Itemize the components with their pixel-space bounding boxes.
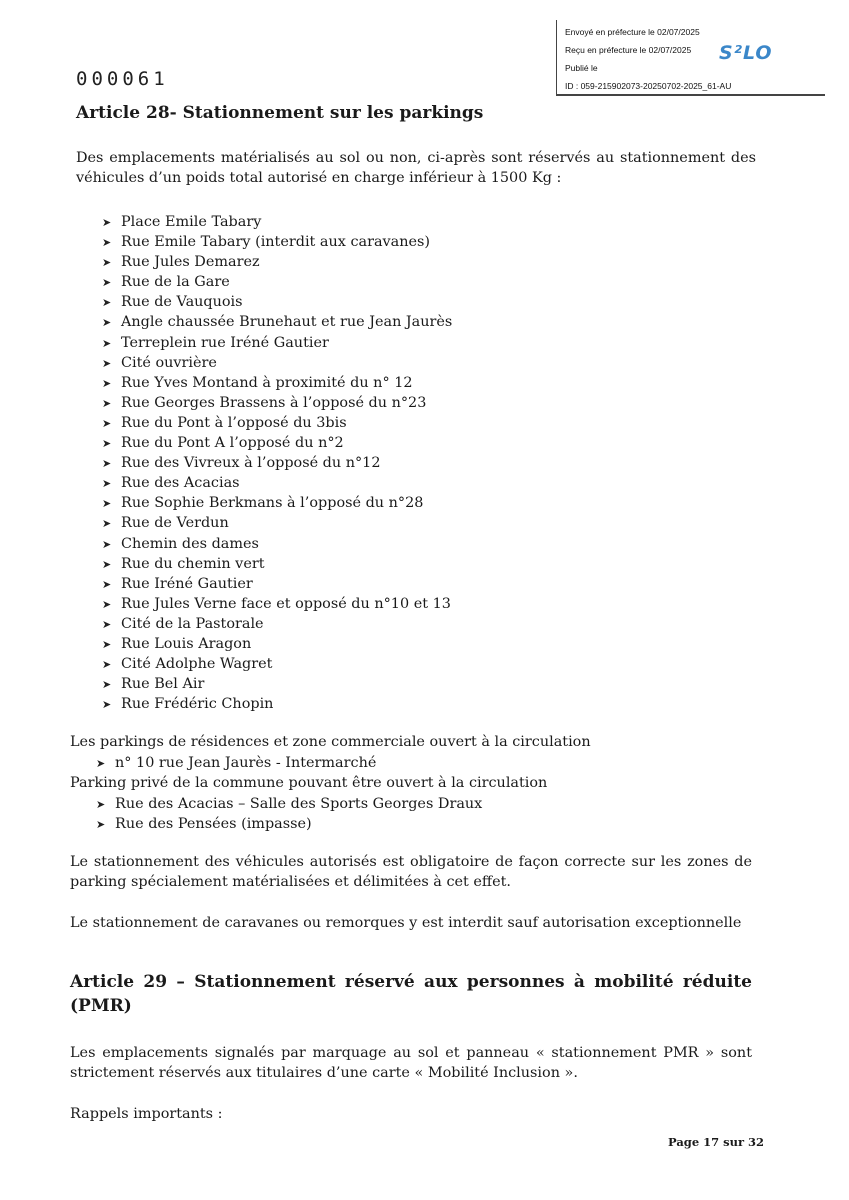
arrowhead-bullet-icon: ➤ (102, 236, 112, 250)
arrowhead-bullet-icon: ➤ (102, 276, 112, 290)
article-28-heading: Article 28- Stationnement sur les parkings (76, 103, 484, 123)
list-item (102, 614, 452, 634)
list-item (102, 333, 452, 353)
arrowhead-bullet-icon: ➤ (102, 477, 112, 491)
arrowhead-bullet-icon: ➤ (102, 637, 112, 651)
list-item-text: Terreplein rue Iréné Gautier (121, 334, 329, 351)
list-item (102, 232, 452, 252)
list-item (102, 252, 452, 272)
list-item-text: Rue Frédéric Chopin (121, 696, 274, 713)
list-item-text: Rue Sophie Berkmans à l’opposé du n°28 (121, 495, 424, 512)
list-item (102, 574, 452, 594)
list-item-text: Rue Emile Tabary (interdit aux caravanes) (121, 234, 431, 251)
list-item-text: Cité Adolphe Wagret (121, 656, 273, 673)
list-item-text: Rue Jules Verne face et opposé du n°10 et 13 (121, 595, 451, 612)
s2lo-logo: S²LO (719, 42, 773, 64)
list-item-text: Rue des Acacias (121, 475, 240, 492)
list-item (102, 212, 452, 232)
list-item-text: Rue Iréné Gautier (121, 575, 253, 592)
list-item (102, 473, 452, 493)
arrowhead-bullet-icon: ➤ (96, 798, 106, 811)
residences-label: Les parkings de résidences et zone commerciale ouvert à la circulation (70, 734, 591, 750)
list-item (102, 433, 452, 453)
list-item (96, 814, 482, 834)
arrowhead-bullet-icon: ➤ (102, 537, 112, 551)
list-item (102, 674, 452, 694)
list-item-text: n° 10 rue Jean Jaurès - Intermarché (115, 755, 377, 771)
arrowhead-bullet-icon: ➤ (102, 557, 112, 571)
stamp-published: Publié le (565, 63, 598, 73)
list-item (102, 453, 452, 473)
list-item (102, 353, 452, 373)
arrowhead-bullet-icon: ➤ (102, 597, 112, 611)
page-number: Page 17 sur 32 (668, 1135, 765, 1149)
list-item-text: Rue du Pont à l’opposé du 3bis (121, 414, 347, 431)
list-item-text: Place Emile Tabary (121, 214, 262, 230)
list-item-text: Cité ouvrière (121, 354, 217, 371)
list-item (102, 654, 452, 674)
stamp-received-date: Reçu en préfecture le 02/07/2025 (565, 45, 692, 55)
residences-list (96, 753, 376, 773)
arrowhead-bullet-icon: ➤ (102, 296, 112, 310)
list-item (102, 272, 452, 292)
list-item (102, 534, 452, 554)
list-item-text: Rue Louis Aragon (121, 635, 252, 652)
arrowhead-bullet-icon: ➤ (102, 376, 112, 390)
reminders-label: Rappels importants : (70, 1106, 223, 1122)
list-item-text: Chemin des dames (121, 535, 259, 552)
private-parking-list (96, 794, 482, 834)
list-item (96, 794, 482, 814)
list-item-text: Rue des Vivreux à l’opposé du n°12 (121, 455, 381, 472)
list-item-text: Rue Georges Brassens à l’opposé du n°23 (121, 394, 427, 411)
list-item (102, 312, 452, 332)
arrowhead-bullet-icon: ➤ (102, 316, 112, 330)
arrowhead-bullet-icon: ➤ (102, 517, 112, 531)
article-29-paragraph: Les emplacements signalés par marquage au sol et panneau « stationnement PMR » sont strictement réservés aux titulaires d’une carte « Mobilité Inclusion ». (70, 1045, 752, 1081)
list-item (102, 594, 452, 614)
list-item (102, 513, 452, 533)
list-item-text: Angle chaussée Brunehaut et rue Jean Jaurès (121, 314, 453, 331)
list-item-text: Rue Yves Montand à proximité du n° 12 (121, 374, 413, 391)
list-item-text: Rue de la Gare (121, 274, 230, 291)
list-item-text: Cité de la Pastorale (121, 615, 264, 632)
arrowhead-bullet-icon: ➤ (102, 216, 112, 229)
document-number: 000061 (76, 68, 169, 90)
list-item-text: Rue de Vauquois (121, 294, 243, 311)
arrowhead-bullet-icon: ➤ (102, 256, 112, 270)
arrowhead-bullet-icon: ➤ (102, 678, 112, 692)
arrowhead-bullet-icon: ➤ (102, 416, 112, 430)
list-item (102, 393, 452, 413)
arrowhead-bullet-icon: ➤ (102, 356, 112, 370)
list-item-text: Rue Bel Air (121, 676, 205, 693)
list-item (102, 373, 452, 393)
prefecture-stamp (556, 20, 825, 96)
obligation-paragraph: Le stationnement des véhicules autorisés est obligatoire de façon correcte sur les zones de parking spécialement matérialisées et délimitées à cet effet. (70, 854, 752, 890)
list-item-text: Rue du chemin vert (121, 555, 265, 572)
private-parking-label: Parking privé de la commune pouvant être ouvert à la circulation (70, 775, 548, 791)
stamp-sent-date: Envoyé en préfecture le 02/07/2025 (565, 27, 700, 37)
stamp-id: ID : 059-215902073-20250702-2025_61-AU (565, 81, 732, 91)
arrowhead-bullet-icon: ➤ (102, 577, 112, 591)
arrowhead-bullet-icon: ➤ (102, 336, 112, 350)
arrowhead-bullet-icon: ➤ (102, 617, 112, 631)
arrowhead-bullet-icon: ➤ (96, 757, 106, 770)
arrowhead-bullet-icon: ➤ (102, 396, 112, 410)
caravanes-paragraph: Le stationnement de caravanes ou remorques y est interdit sauf autorisation exceptionnelle (70, 915, 742, 931)
article-28-intro: Des emplacements matérialisés au sol ou non, ci-après sont réservés au stationnement des véhicules d’un poids total autorisé en charge inférieur à 1500 Kg : (76, 150, 756, 186)
list-item-text: Rue des Pensées (impasse) (115, 816, 312, 833)
arrowhead-bullet-icon: ➤ (102, 658, 112, 672)
list-item (102, 694, 452, 714)
arrowhead-bullet-icon: ➤ (102, 457, 112, 471)
article-29-heading: Article 29 – Stationnement réservé aux personnes à mobilité réduite (PMR) (70, 972, 752, 1016)
arrowhead-bullet-icon: ➤ (102, 437, 112, 451)
list-item (102, 413, 452, 433)
arrowhead-bullet-icon: ➤ (96, 818, 106, 832)
list-item-text: Rue Jules Demarez (121, 254, 260, 271)
arrowhead-bullet-icon: ➤ (102, 698, 112, 712)
list-item (102, 634, 452, 654)
list-item (102, 554, 452, 574)
street-parking-list (102, 212, 452, 714)
list-item-text: Rue du Pont A l’opposé du n°2 (121, 435, 344, 452)
arrowhead-bullet-icon: ➤ (102, 497, 112, 511)
list-item-text: Rue des Acacias – Salle des Sports Georges Draux (115, 796, 483, 812)
list-item (102, 292, 452, 312)
list-item (102, 493, 452, 513)
list-item (96, 753, 376, 773)
list-item-text: Rue de Verdun (121, 515, 229, 532)
